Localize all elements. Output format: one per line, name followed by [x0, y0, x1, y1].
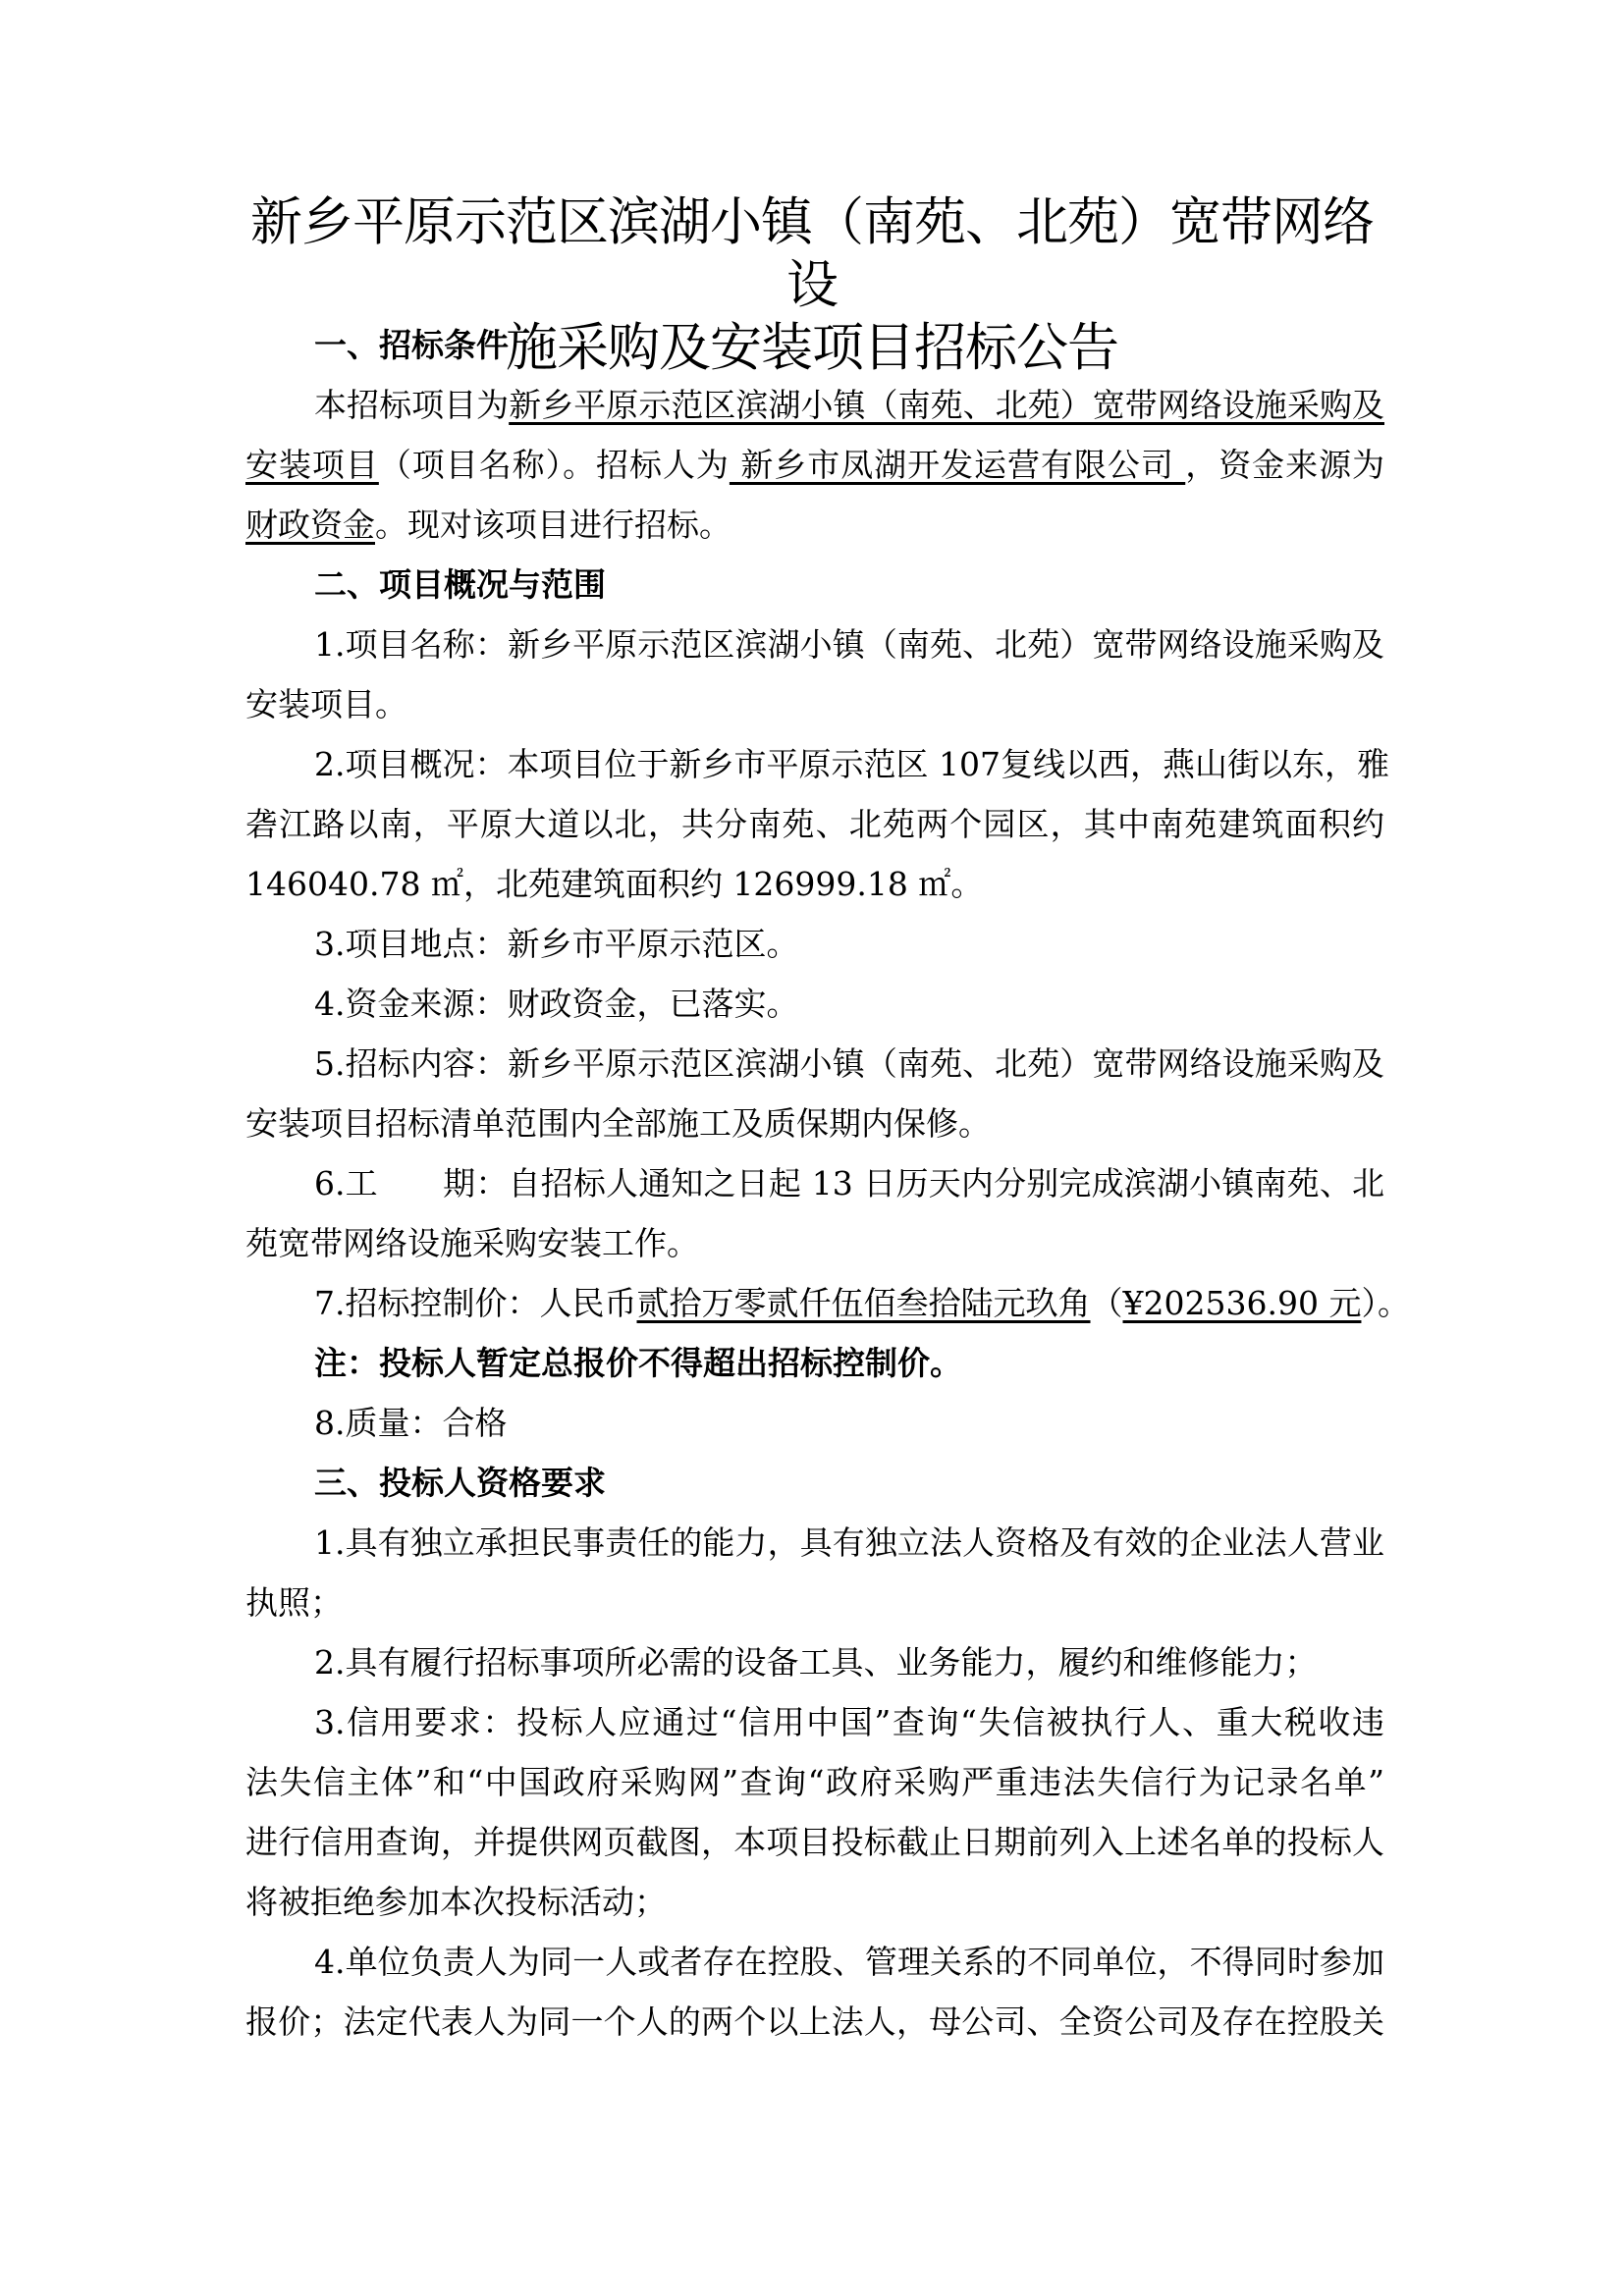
item-3: 3.项目地点：新乡市平原示范区。	[314, 925, 799, 963]
qual-3-line-1: 3.信用要求：投标人应通过“信用中国”查询“失信被执行人、重大税收违	[314, 1703, 1384, 1741]
qual-4-line-2: 报价；法定代表人为同一个人的两个以上法人，母公司、全资公司及存在控股关	[245, 2002, 1384, 2041]
price-note: 注：投标人暂定总报价不得超出招标控制价。	[314, 1344, 962, 1382]
project-name-underlined-cont: 安装项目	[245, 446, 379, 484]
item-6-line-2: 苑宽带网络设施采购安装工作。	[245, 1224, 699, 1262]
title-line-1: 新乡平原示范区滨湖小镇（南苑、北苑）宽带网络设	[250, 192, 1374, 315]
sec1-paragraph-line-2: 安装项目（项目名称）。招标人为 新乡市凤湖开发运营有限公司 ，资金来源为	[245, 446, 1385, 484]
item-8-quality: 8.质量：合格	[314, 1404, 508, 1442]
qual-3-line-4: 将被拒绝参加本次投标活动；	[245, 1883, 667, 1921]
item-1-line-1: 1.项目名称：新乡平原示范区滨湖小镇（南苑、北苑）宽带网络设施采购及	[314, 625, 1384, 664]
section-3-heading: 三、投标人资格要求	[314, 1464, 606, 1502]
item-5-line-2: 安装项目招标清单范围内全部施工及质保期内保修。	[245, 1104, 991, 1143]
qual-1-line-2: 执照；	[245, 1583, 343, 1622]
item-2-line-2: 砻江路以南，平原大道以北，共分南苑、北苑两个园区，其中南苑建筑面积约	[245, 805, 1384, 843]
sec1-paragraph-line-1: 本招标项目为新乡平原示范区滨湖小镇（南苑、北苑）宽带网络设施采购及	[314, 386, 1384, 424]
qual-2: 2.具有履行招标事项所必需的设备工具、业务能力，履约和维修能力；	[314, 1643, 1318, 1682]
item-6-line-1: 6.工 期：自招标人通知之日起 13 日历天内分别完成滨湖小镇南苑、北	[314, 1164, 1384, 1202]
qual-3-line-3: 进行信用查询，并提供网页截图，本项目投标截止日期前列入上述名单的投标人	[245, 1823, 1384, 1861]
item-2-line-3: 146040.78 ㎡，北苑建筑面积约 126999.18 ㎡。	[245, 865, 984, 903]
tenderer-name: 新乡市凤湖开发运营有限公司	[729, 446, 1186, 484]
item-7-control-price: 7.招标控制价：人民币贰拾万零贰仟伍佰叁拾陆元玖角（¥202536.90 元）。	[314, 1284, 1410, 1322]
qual-3-line-2: 法失信主体”和“中国政府采购网”查询“政府采购严重违法失信行为记录名单”	[245, 1763, 1384, 1801]
fund-source: 财政资金	[245, 506, 375, 544]
item-5-line-1: 5.招标内容：新乡平原示范区滨湖小镇（南苑、北苑）宽带网络设施采购及	[314, 1044, 1384, 1083]
price-amount: ¥202536.90 元	[1122, 1284, 1362, 1322]
document-body	[245, 315, 1410, 2052]
section-1-heading: 一、招标条件	[314, 326, 509, 364]
qual-1-line-1: 1.具有独立承担民事责任的能力，具有独立法人资格及有效的企业法人营业	[314, 1523, 1384, 1562]
item-2-line-1: 2.项目概况：本项目位于新乡市平原示范区 107复线以西，燕山街以东，雅	[314, 745, 1389, 783]
item-4: 4.资金来源：财政资金，已落实。	[314, 985, 799, 1023]
item-1-line-2: 安装项目。	[245, 685, 407, 723]
price-in-words: 贰拾万零贰仟伍佰叁拾陆元玖角	[636, 1284, 1091, 1322]
project-name-underlined: 新乡平原示范区滨湖小镇（南苑、北苑）宽带网络设施采购及	[509, 386, 1384, 424]
qual-4-line-1: 4.单位负责人为同一人或者存在控股、管理关系的不同单位，不得同时参加	[314, 1943, 1384, 1981]
sec1-paragraph-line-3: 财政资金。现对该项目进行招标。	[245, 506, 731, 544]
section-2-heading: 二、项目概况与范围	[314, 565, 606, 604]
title-line-2: 施采购及安装项目招标公告	[506, 318, 1118, 378]
